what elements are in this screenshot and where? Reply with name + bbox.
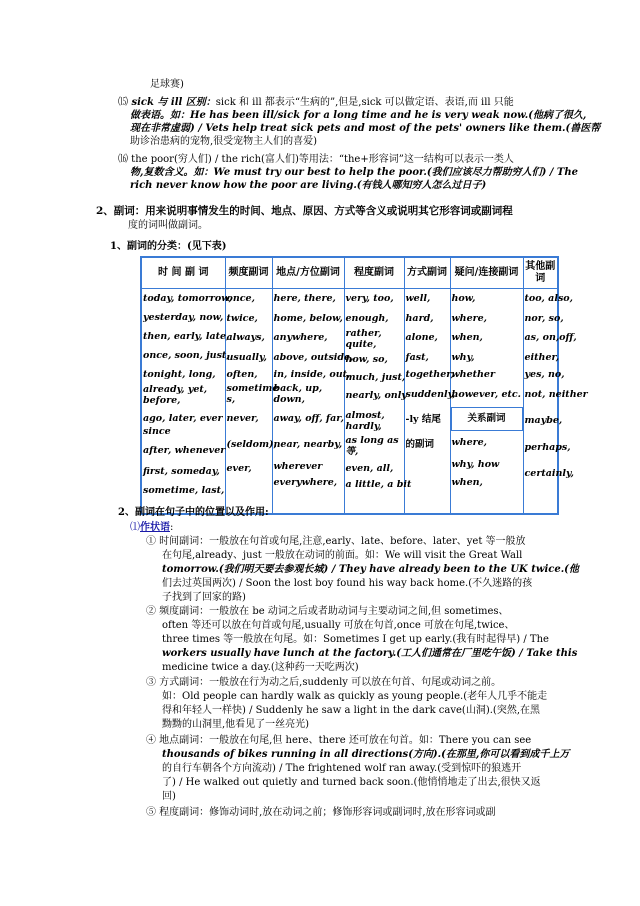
text-line: 度的词叫做副词。 bbox=[128, 220, 208, 231]
cell-item: 等, bbox=[345, 445, 359, 457]
text-line: 现在非常虚弱) / Vets help treat sick pets and most of the pets' owners like them.(兽医帮 bbox=[130, 123, 601, 134]
cell-item: sometime bbox=[226, 383, 279, 395]
cell-item: maybe, bbox=[524, 415, 563, 427]
cell-item: tonight, long, bbox=[143, 369, 216, 380]
cell-item: not, neither bbox=[524, 389, 588, 401]
text-line: ③ 方式副词：一般放在行为动之后,suddenly 可以放在句首、句尾或动词之前。 bbox=[146, 677, 502, 688]
cell-item: certainly, bbox=[524, 468, 574, 480]
inline-term: sick 与 ill 区别： bbox=[128, 97, 216, 108]
text-line: ② 频度副词：一般放在 be 动词之后或者助动词与主要动词之间,但 sometimes、 bbox=[146, 606, 509, 617]
cell-item: how, so, bbox=[345, 354, 388, 366]
cell-item: either, bbox=[524, 351, 560, 363]
text-line: three times 等一般放在句尾。如：Sometimes I get up early.(我有时起得早) / The bbox=[162, 634, 549, 645]
relative-adverb-label: 关系副词 bbox=[451, 407, 523, 431]
cell-item: ever, bbox=[226, 462, 252, 474]
cell-item: down, bbox=[273, 394, 305, 406]
cell-item: why, bbox=[451, 351, 475, 363]
text-line: 的自行车朝各个方向流动) / The frightened wolf ran away.(受到惊吓的狼逃开 bbox=[162, 763, 522, 774]
cell-item: twice, bbox=[226, 312, 258, 324]
text-line: workers usually have lunch at the factory.(工人们通常在厂里吃午饭) / Take this bbox=[162, 648, 578, 659]
text-line: 在句尾,already、just 一般放在动词的前面。如：We will visit the Great Wall bbox=[162, 550, 523, 561]
cell-item: enough, bbox=[345, 312, 389, 324]
cell-item: how, bbox=[451, 293, 476, 304]
text-line: 们去过英国两次) / Soon the lost boy found his way back home.(不久迷路的孩 bbox=[162, 578, 533, 589]
cell-item: perhaps, bbox=[524, 442, 571, 454]
text-line: 如：Old people can hardly walk as quickly as young people.(老年人几乎不能走 bbox=[162, 691, 548, 702]
text-line: 助诊治患病的宠物,很受宠物主人们的喜爱) bbox=[130, 136, 318, 147]
cell-item: near, nearby, bbox=[273, 438, 343, 450]
header-place: 地点/方位副词 bbox=[272, 257, 344, 289]
cell-item: (seldom), bbox=[226, 438, 277, 450]
cell-item: suddenly, bbox=[405, 389, 456, 401]
cell-item: ago, later, ever bbox=[143, 413, 223, 424]
cell-item: yesterday, now, bbox=[143, 312, 224, 323]
cell-item: where, bbox=[451, 437, 487, 449]
header-interrogative: 疑问/连接副词 bbox=[450, 257, 523, 289]
text-line: ⒃ the poor(穷人们) / the rich(富人们)等用法：“the+形容词”这一结构可以表示一类人 bbox=[118, 154, 514, 165]
text-line: 得和年轻人一样快) / Suddenly he saw a light in the dark cave(山洞).(突然,在黑 bbox=[162, 705, 540, 716]
cell-item: here, there, bbox=[273, 293, 336, 304]
cell-item: much, just, bbox=[345, 371, 406, 383]
cell-item: always, bbox=[226, 332, 265, 344]
cell-item: when, bbox=[451, 477, 483, 489]
text-line: 回) bbox=[162, 791, 176, 802]
text-line: 黝黝的山洞里,他看见了一丝亮光) bbox=[162, 719, 310, 730]
cell-item: after, whenever bbox=[143, 445, 226, 456]
cell-item: -ly 结尾 bbox=[405, 414, 441, 426]
cell-item: today, tomorrow, bbox=[143, 293, 232, 304]
col-place bbox=[272, 289, 354, 515]
cell-item: wherever bbox=[273, 460, 323, 472]
cell-item: everywhere, bbox=[273, 476, 338, 488]
cell-item: even, all, bbox=[345, 462, 394, 474]
cell-item: away, off, far, bbox=[273, 413, 344, 425]
cell-item: almost, bbox=[345, 409, 385, 421]
cell-item: then, early, late, bbox=[143, 331, 230, 342]
cell-item: where, bbox=[451, 312, 487, 324]
cell-item: first, someday, bbox=[143, 466, 220, 477]
cell-item: whether bbox=[451, 369, 495, 381]
section-heading: 2、副词在句子中的位置以及作用: bbox=[118, 507, 269, 518]
cell-item: sometime, last, bbox=[143, 485, 225, 496]
text-line bbox=[118, 96, 514, 109]
cell-item: why, how bbox=[451, 459, 500, 471]
cell-item: above, outside, bbox=[273, 351, 354, 363]
item-number: ⒂ bbox=[118, 97, 128, 108]
section-heading: 2、副词：用来说明事情发生的时间、地点、原因、方式等含义或说明其它形容词或副词程 bbox=[96, 205, 513, 217]
subsection-heading bbox=[130, 521, 173, 534]
table-caption: 1、副词的分类：(见下表) bbox=[110, 241, 227, 252]
cell-item: as long as bbox=[345, 434, 399, 446]
text-line: ① 时间副词：一般放在句首或句尾,注意,early、late、before、later、yet 等一般放 bbox=[146, 536, 526, 547]
col-interrogative bbox=[450, 289, 523, 515]
col-frequency bbox=[225, 289, 279, 515]
text-line: ④ 地点副词：一般放在句尾,但 here、there 还可放在句首。如：There you can see bbox=[146, 735, 532, 746]
cell-item: fast, bbox=[405, 351, 429, 363]
header-frequency: 频度副词 bbox=[225, 257, 272, 289]
cell-item: nor, so, bbox=[524, 312, 564, 324]
col-other bbox=[523, 289, 588, 515]
text-line: 做表语。如：He has been ill/sick for a long time and he is very weak now.(他病了很久, bbox=[130, 110, 587, 121]
cell-item: home, below, bbox=[273, 312, 343, 324]
text-line: often 等还可以放在句首或句尾,usually 可放在句首,once 可放在句尾,twice、 bbox=[162, 620, 515, 631]
inline-text: sick 和 ill 都表示“生病的”,但是, bbox=[215, 97, 362, 108]
sub-colon: : bbox=[170, 522, 174, 533]
text-line: 物,复数含义。如：We must try our best to help the poor.(我们应该尽力帮助穷人们) / The bbox=[130, 167, 579, 178]
cell-item: too, also, bbox=[524, 293, 573, 304]
cell-item: very, too, bbox=[345, 293, 394, 304]
header-other: 其他副词 bbox=[523, 257, 558, 289]
text-line: 足球赛) bbox=[150, 79, 184, 90]
cell-item: usually, bbox=[226, 351, 267, 363]
text-line: 了) / He walked out quietly and turned back soon.(他悄悄地走了出去,很快又返 bbox=[162, 777, 541, 788]
header-manner: 方式副词 bbox=[404, 257, 450, 289]
cell-item: when, bbox=[451, 332, 483, 344]
text-line: 子找到了回家的路) bbox=[162, 592, 246, 603]
cell-item: however, etc. bbox=[451, 389, 521, 401]
cell-item: nearly, only bbox=[345, 389, 407, 401]
cell-item: as, on,off, bbox=[524, 332, 577, 344]
cell-item: rather, bbox=[345, 328, 382, 340]
text-line: tomorrow.(我们明天要去参观长城) / They have already been to the UK twice.(他 bbox=[162, 564, 579, 575]
header-time: 时 间 副 词 bbox=[141, 257, 225, 289]
adverb-table bbox=[140, 256, 588, 515]
cell-item: before, bbox=[143, 395, 181, 406]
cell-item: once, soon, just, bbox=[143, 350, 230, 361]
cell-item: together, bbox=[405, 369, 454, 381]
table-header-row bbox=[141, 257, 558, 289]
cell-item: since bbox=[143, 426, 171, 437]
cell-item: hardly, bbox=[345, 420, 382, 432]
cell-item: 的副词 bbox=[405, 439, 435, 451]
cell-item: once, bbox=[226, 293, 255, 304]
text-line: rich never know how the poor are living.(有钱人哪知穷人怎么过日子) bbox=[130, 180, 487, 191]
col-time bbox=[141, 289, 232, 515]
cell-item: back, up, bbox=[273, 383, 323, 395]
cell-item: s, bbox=[226, 394, 236, 406]
cell-item: hard, bbox=[405, 312, 434, 324]
cell-item: well, bbox=[405, 293, 431, 304]
header-degree: 程度副词 bbox=[344, 257, 404, 289]
cell-item: already, yet, bbox=[143, 384, 208, 395]
cell-item: often, bbox=[226, 369, 258, 381]
text-line: ⑤ 程度副词：修饰动词时,放在动词之前；修饰形容词或副词时,放在形容词或副 bbox=[146, 807, 496, 818]
cell-item: never, bbox=[226, 413, 259, 425]
inline-text: sick 可以做定语、表语,而 ill 只能 bbox=[361, 97, 514, 108]
cell-item: a little, a bit bbox=[345, 478, 412, 490]
text-line: thousands of bikes running in all directions(方向).(在那里,你可以看到成千上万 bbox=[162, 749, 570, 760]
table-row bbox=[141, 289, 558, 515]
sub-number: ⑴ bbox=[130, 522, 140, 533]
col-degree bbox=[344, 289, 412, 515]
cell-item: alone, bbox=[405, 332, 438, 344]
text-line: medicine twice a day.(这种药一天吃两次) bbox=[162, 662, 359, 673]
cell-item: anywhere, bbox=[273, 332, 328, 344]
sub-link[interactable]: 作状语 bbox=[140, 522, 170, 533]
cell-item: quite, bbox=[345, 339, 377, 351]
cell-item: yes, no, bbox=[524, 369, 565, 381]
cell-item: in, inside, out, bbox=[273, 369, 351, 381]
